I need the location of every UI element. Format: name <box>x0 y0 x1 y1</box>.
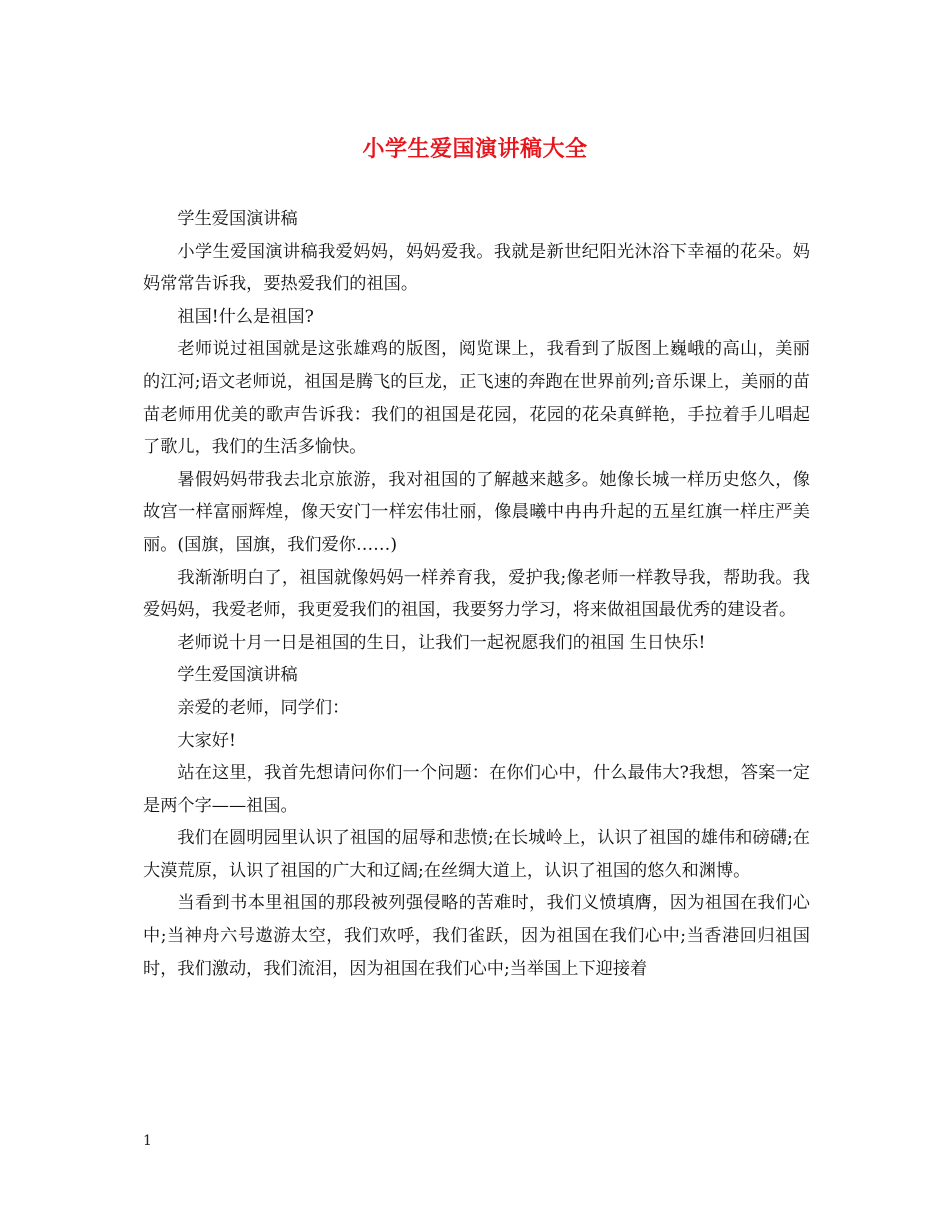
paragraph: 祖国!什么是祖国? <box>177 306 314 327</box>
page-number: 1 <box>143 1133 152 1149</box>
paragraph: 我渐渐明白了，祖国就像妈妈一样养育我，爱护我;像老师一样教导我，帮助我。我爱妈妈，我爱老师，我更爱我们的祖国，我要努力学习，将来做祖国最优秀的建设者。 <box>143 567 810 621</box>
paragraph: 学生爱国演讲稿 <box>177 209 298 229</box>
document-title: 小学生爱国演讲稿大全 <box>362 136 588 162</box>
document-body <box>143 203 810 985</box>
paragraph: 亲爱的老师，同学们： <box>177 697 350 718</box>
paragraph: 学生爱国演讲稿 <box>177 665 298 686</box>
paragraph: 老师说十月一日是祖国的生日，让我们一起祝愿我们的祖国 生日快乐! <box>177 632 706 653</box>
paragraph: 暑假妈妈带我去北京旅游，我对祖国的了解越来越多。她像长城一样历史悠久，像故宫一样富丽辉煌，像天安门一样宏伟壮丽，像晨曦中冉冉升起的五星红旗一样庄严美丽。(国旗，国旗，我们爱你……) <box>143 469 810 555</box>
paragraph: 小学生爱国演讲稿我爱妈妈，妈妈爱我。我就是新世纪阳光沐浴下幸福的花朵。妈妈常常告诉我，要热爱我们的祖国。 <box>143 241 810 295</box>
paragraph: 大家好! <box>177 730 236 751</box>
paragraph: 当看到书本里祖国的那段被列强侵略的苦难时，我们义愤填膺，因为祖国在我们心中;当神舟六号遨游太空，我们欢呼，我们雀跃，因为祖国在我们心中;当香港回归祖国时，我们激动，我们流泪，因为祖国在我们心中;当举国上下迎接着 <box>143 893 810 979</box>
paragraph: 老师说过祖国就是这张雄鸡的版图，阅览课上，我看到了版图上巍峨的高山，美丽的江河;语文老师说，祖国是腾飞的巨龙，正飞速的奔跑在世界前列;音乐课上，美丽的苗苗老师用优美的歌声告诉我：我们的祖国是花园，花园的花朵真鲜艳，手拉着手儿唱起了歌儿，我们的生活多愉快。 <box>143 339 810 458</box>
paragraph: 站在这里，我首先想请问你们一个问题：在你们心中，什么最伟大?我想，答案一定是两个字——祖国。 <box>143 763 810 816</box>
paragraph: 我们在圆明园里认识了祖国的屈辱和悲愤;在长城岭上，认识了祖国的雄伟和磅礴;在大漠荒原，认识了祖国的广大和辽阔;在丝绸大道上，认识了祖国的悠久和渊博。 <box>143 828 810 881</box>
